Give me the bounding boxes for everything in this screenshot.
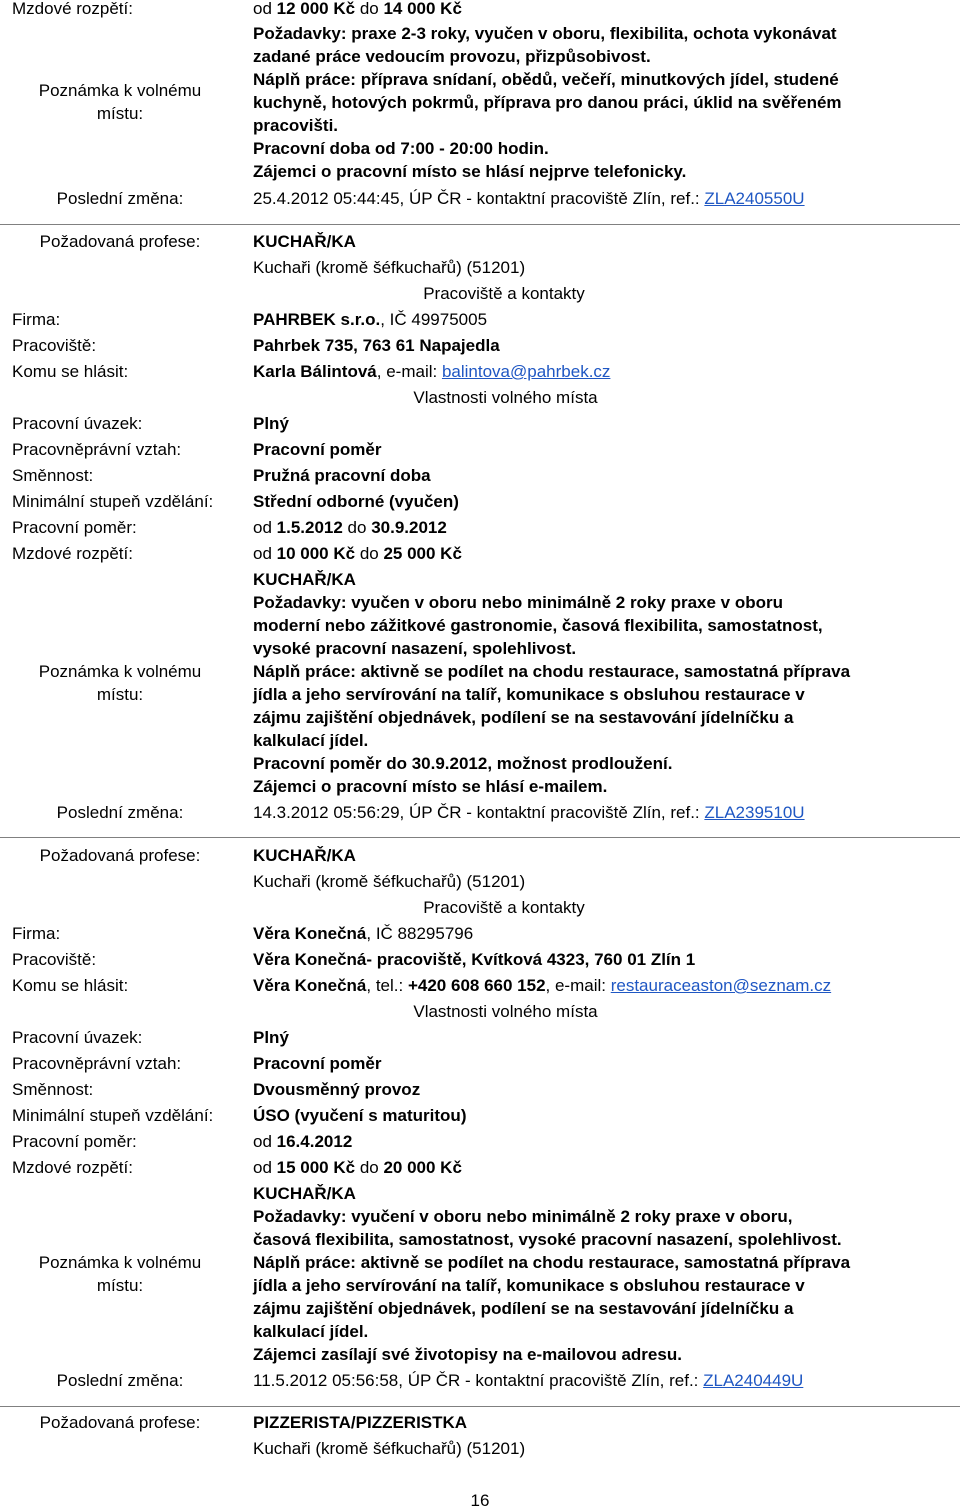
profession-title: PIZZERISTA/PIZZERISTKA <box>253 1413 468 1432</box>
note-line: jídla a jeho servírování na talíř, komunikace s obsluhou restaurace v <box>253 685 805 704</box>
note-line: Požadavky: vyučení v oboru nebo minimálně 2 roky praxe v oboru, <box>253 1207 793 1226</box>
employment-period-label: Pracovní poměr: <box>12 1132 137 1151</box>
profession-subtitle: Kuchaři (kromě šéfkuchařů) (51201) <box>253 872 526 891</box>
salary-value: od 15 000 Kč do 20 000 Kč <box>253 1158 462 1177</box>
education-label: Minimální stupeň vzdělání: <box>12 1106 214 1125</box>
note-line: pracovišti. <box>253 116 339 135</box>
salary-label: Mzdové rozpětí: <box>12 0 133 18</box>
note-line: kalkulací jídel. <box>253 1322 369 1341</box>
divider <box>0 224 960 225</box>
employment-relation-value: Pracovní poměr <box>253 1054 382 1073</box>
reference-link[interactable]: ZLA240449U <box>703 1371 804 1390</box>
divider <box>0 837 960 838</box>
last-change-value: 14.3.2012 05:56:29, ÚP ČR - kontaktní pracoviště Zlín, ref.: ZLA239510U <box>253 803 805 822</box>
email-link[interactable]: balintova@pahrbek.cz <box>441 362 611 381</box>
employment-relation-label: Pracovněprávní vztah: <box>12 1054 182 1073</box>
shifts-label: Směnnost: <box>12 1080 94 1099</box>
workplace-value: Věra Konečná- pracoviště, Kvítková 4323, 760 01 Zlín 1 <box>253 950 696 969</box>
salary-label: Mzdové rozpětí: <box>12 544 133 563</box>
education-value: Střední odborné (vyučen) <box>253 492 459 511</box>
contacts-heading: Pracoviště a kontakty <box>423 898 585 917</box>
salary-value: od 10 000 Kč do 25 000 Kč <box>253 544 462 563</box>
last-change-label: Poslední změna: <box>56 1371 184 1390</box>
note-line: Náplň práce: aktivně se podílet na chodu restaurace, samostatná příprava <box>253 662 851 681</box>
company-value: PAHRBEK s.r.o., IČ 49975005 <box>253 310 488 329</box>
employment-period-value: od 1.5.2012 do 30.9.2012 <box>253 518 447 537</box>
profession-label: Požadovaná profese: <box>39 232 201 251</box>
last-change-value: 25.4.2012 05:44:45, ÚP ČR - kontaktní pracoviště Zlín, ref.: ZLA240550U <box>253 189 805 208</box>
note-line: Zájemci zasílají své životopisy na e-mailovou adresu. <box>253 1345 682 1364</box>
contact-person-value: Věra Konečná, tel.: +420 608 660 152, e-mail: restauraceaston@seznam.cz <box>253 976 832 995</box>
note-line: Pracovní poměr do 30.9.2012, možnost prodloužení. <box>253 754 673 773</box>
note-line: moderní nebo zážitkové gastronomie, časová flexibilita, samostatnost, <box>253 616 823 635</box>
note-line: časová flexibilita, samostatnost, vysoké pracovní nasazení, spolehlivost. <box>253 1230 842 1249</box>
workplace-value: Pahrbek 735, 763 61 Napajedla <box>253 336 500 355</box>
note-line: KUCHAŘ/KA <box>253 1184 356 1203</box>
note-line: Požadavky: praxe 2-3 roky, vyučen v oboru, flexibilita, ochota vykonávat <box>253 24 837 43</box>
education-label: Minimální stupeň vzdělání: <box>12 492 214 511</box>
employment-period-label: Pracovní poměr: <box>12 518 137 537</box>
employment-period-value: od 16.4.2012 <box>253 1132 353 1151</box>
note-line: zadané práce vedoucím provozu, přizpůsobivost. <box>253 47 651 66</box>
shifts-value: Dvousměnný provoz <box>253 1080 421 1099</box>
profession-label: Požadovaná profese: <box>39 1413 201 1432</box>
note-line: kalkulací jídel. <box>253 731 369 750</box>
salary-value: od 12 000 Kč do 14 000 Kč <box>253 0 462 18</box>
education-value: ÚSO (vyučení s maturitou) <box>253 1106 467 1125</box>
workload-label: Pracovní úvazek: <box>12 414 143 433</box>
company-value: Věra Konečná, IČ 88295796 <box>253 924 474 943</box>
shifts-value: Pružná pracovní doba <box>253 466 431 485</box>
properties-heading: Vlastnosti volného místa <box>413 388 598 407</box>
contact-person-label: Komu se hlásit: <box>12 362 129 381</box>
note-line: KUCHAŘ/KA <box>253 570 356 589</box>
contacts-heading: Pracoviště a kontakty <box>423 284 585 303</box>
last-change-value: 11.5.2012 05:56:58, ÚP ČR - kontaktní pracoviště Zlín, ref.: ZLA240449U <box>253 1371 804 1390</box>
note-line: Pracovní doba od 7:00 - 20:00 hodin. <box>253 139 549 158</box>
note-label-2: místu: <box>96 104 144 123</box>
profession-subtitle: Kuchaři (kromě šéfkuchařů) (51201) <box>253 258 526 277</box>
note-line: Náplň práce: aktivně se podílet na chodu restaurace, samostatná příprava <box>253 1253 851 1272</box>
divider <box>0 1406 960 1407</box>
note-line: Náplň práce: příprava snídaní, obědů, večeří, minutkových jídel, studené <box>253 70 839 89</box>
last-change-label: Poslední změna: <box>56 189 184 208</box>
note-line: jídla a jeho servírování na talíř, komunikace s obsluhou restaurace v <box>253 1276 805 1295</box>
note-line: zájmu zajištění objednávek, podílení se na sestavování jídelníčku a <box>253 1299 794 1318</box>
note-line: Zájemci o pracovní místo se hlásí e-mailem. <box>253 777 608 796</box>
workplace-label: Pracoviště: <box>12 336 97 355</box>
company-label: Firma: <box>12 310 61 329</box>
note-line: zájmu zajištění objednávek, podílení se na sestavování jídelníčku a <box>253 708 794 727</box>
profession-title: KUCHAŘ/KA <box>253 232 356 251</box>
note-label-2: místu: <box>96 685 144 704</box>
note-line: Zájemci o pracovní místo se hlásí nejprve telefonicky. <box>253 162 687 181</box>
reference-link[interactable]: ZLA239510U <box>704 803 805 822</box>
contact-person-value: Karla Bálintová, e-mail: balintova@pahrbek.cz <box>253 362 611 381</box>
workload-value: Plný <box>253 414 289 433</box>
email-link[interactable]: restauraceaston@seznam.cz <box>610 976 832 995</box>
note-line: Požadavky: vyučen v oboru nebo minimálně 2 roky praxe v oboru <box>253 593 783 612</box>
reference-link[interactable]: ZLA240550U <box>704 189 805 208</box>
note-line: vysoké pracovní nasazení, spolehlivost. <box>253 639 577 658</box>
properties-heading: Vlastnosti volného místa <box>413 1002 598 1021</box>
page-number: 16 <box>470 1491 490 1510</box>
note-label-2: místu: <box>96 1276 144 1295</box>
shifts-label: Směnnost: <box>12 466 94 485</box>
note-label: Poznámka k volnému <box>38 662 202 681</box>
workload-value: Plný <box>253 1028 289 1047</box>
last-change-label: Poslední změna: <box>56 803 184 822</box>
company-label: Firma: <box>12 924 61 943</box>
salary-label: Mzdové rozpětí: <box>12 1158 133 1177</box>
workplace-label: Pracoviště: <box>12 950 97 969</box>
note-line: kuchyně, hotových pokrmů, příprava pro danou práci, úklid na svěřeném <box>253 93 842 112</box>
profession-title: KUCHAŘ/KA <box>253 846 356 865</box>
employment-relation-value: Pracovní poměr <box>253 440 382 459</box>
profession-subtitle: Kuchaři (kromě šéfkuchařů) (51201) <box>253 1439 526 1458</box>
workload-label: Pracovní úvazek: <box>12 1028 143 1047</box>
note-label: Poznámka k volnému <box>38 1253 202 1272</box>
profession-label: Požadovaná profese: <box>39 846 201 865</box>
note-label: Poznámka k volnému <box>38 81 202 100</box>
employment-relation-label: Pracovněprávní vztah: <box>12 440 182 459</box>
contact-person-label: Komu se hlásit: <box>12 976 129 995</box>
